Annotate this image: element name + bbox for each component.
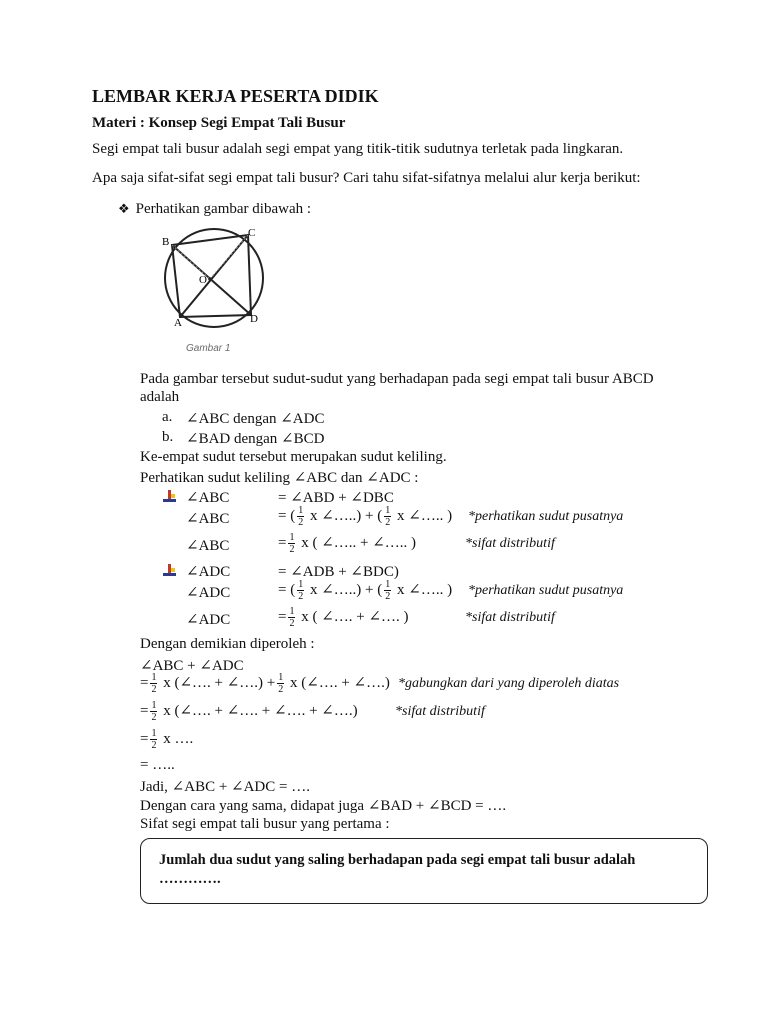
abc-row2-rhs: = ( $\frac{1}{2}$ x ∠…..) + ( $\frac{1}{2}$ x ∠….. ) (278, 505, 453, 528)
label-a: A (174, 317, 182, 329)
conclusion-text: Jumlah dua sudut yang saling berhadapan pada segi empat tali busur adalah …………. (159, 852, 636, 887)
pointer-bullet-icon (162, 563, 178, 579)
sifat-text: Sifat segi empat tali busur yang pertama : (140, 816, 390, 832)
equation-line-3: = $\frac{1}{2}$ x …. (140, 728, 194, 751)
label-o: O (199, 274, 207, 286)
equation-note-1: *gabungkan dari yang diperoleh diatas (398, 676, 620, 691)
cara-text: Dengan cara yang sama, didapat juga ∠BAD + ∠BCD = …. (140, 798, 507, 814)
abc-row3-lhs: ∠ABC (186, 538, 230, 554)
abc-row2-note: *perhatikan sudut pusatnya (468, 509, 624, 524)
label-c: C (248, 227, 256, 239)
radius-oc (210, 235, 248, 279)
diamond-bullet-icon: ❖ (118, 201, 130, 216)
adc-row2-note: *perhatikan sudut pusatnya (468, 583, 624, 598)
diagonal-ac (180, 235, 248, 317)
conclusion-box (140, 838, 708, 904)
abc-row2-lhs: ∠ABC (186, 511, 230, 527)
fraction-half: $\frac{1}{2}$ (385, 505, 391, 528)
equation-line-4: = ….. (140, 757, 175, 773)
adc-row1-lhs: ∠ADC (186, 564, 231, 580)
adc-row3-lhs: ∠ADC (186, 612, 231, 628)
list-marker-b: b. (162, 429, 174, 445)
paragraph-line-1: Pada gambar tersebut sudut-sudut yang berhadapan pada segi empat tali busur ABCD (140, 371, 654, 387)
fraction-half: $\frac{1}{2}$ (385, 579, 391, 602)
adc-row3-rhs: = $\frac{1}{2}$ x ( ∠…. + ∠…. ) (278, 606, 409, 629)
intro-paragraph-2: Apa saja sifat-sifat segi empat tali busur? Cari tahu sifat-sifatnya melalui alur kerja berikut: (92, 170, 641, 186)
fraction-half: $\frac{1}{2}$ (289, 532, 295, 555)
fraction-half: $\frac{1}{2}$ (151, 728, 157, 751)
ke-empat-text: Ke-empat sudut tersebut merupakan sudut keliling. (140, 449, 447, 465)
jadi-text: Jadi, ∠ABC + ∠ADC = …. (140, 779, 310, 795)
materi-heading: Materi : Konsep Segi Empat Tali Busur (92, 115, 346, 131)
dengan-text: Dengan demikian diperoleh : (140, 636, 315, 652)
center-point (208, 277, 212, 281)
equation-line-2: = $\frac{1}{2}$ x (∠…. + ∠…. + ∠…. + ∠….) (140, 700, 358, 723)
list-item-a: ∠ABC dengan ∠ADC (186, 411, 325, 427)
list-marker-a: a. (162, 409, 173, 425)
adc-row1-rhs: = ∠ADB + ∠BDC) (278, 564, 399, 580)
adc-row2-rhs: = ( $\frac{1}{2}$ x ∠…..) + ( $\frac{1}{2}$ x ∠….. ) (278, 579, 453, 602)
abc-row3-rhs: = $\frac{1}{2}$ x ( ∠….. + ∠….. ) (278, 532, 417, 555)
label-d: D (250, 313, 258, 325)
fraction-half: $\frac{1}{2}$ (151, 700, 157, 723)
adc-row3-note: *sifat distributif (465, 610, 555, 625)
label-b: B (162, 236, 170, 248)
adc-row2-lhs: ∠ADC (186, 585, 231, 601)
perhatikan-text: Perhatikan sudut keliling ∠ABC dan ∠ADC : (140, 470, 419, 486)
figure-caption: Gambar 1 (186, 343, 231, 354)
bullet-item (118, 201, 311, 218)
bullet-text: Perhatikan gambar dibawah : (135, 201, 312, 217)
abc-row1-lhs: ∠ABC (186, 490, 230, 506)
pointer-bullet-icon (162, 489, 178, 505)
fraction-half: $\frac{1}{2}$ (278, 672, 284, 695)
list-item-b: ∠BAD dengan ∠BCD (186, 431, 325, 447)
fraction-half: $\frac{1}{2}$ (298, 579, 304, 602)
fraction-half: $\frac{1}{2}$ (151, 672, 157, 695)
page-title: LEMBAR KERJA PESERTA DIDIK (92, 86, 379, 106)
sum-line: ∠ABC + ∠ADC (140, 658, 244, 674)
fraction-half: $\frac{1}{2}$ (289, 606, 295, 629)
abc-row1-rhs: = ∠ABD + ∠DBC (278, 490, 394, 506)
equation-line-1: = $\frac{1}{2}$ x (∠…. + ∠….) + $\frac{1}{2}$ x (∠…. + ∠….) (140, 672, 390, 695)
cyclic-quadrilateral-figure (150, 222, 275, 332)
fraction-half: $\frac{1}{2}$ (298, 505, 304, 528)
paragraph-line-2: adalah (140, 389, 180, 405)
intro-paragraph-1: Segi empat tali busur adalah segi empat yang titik-titik sudutnya terletak pada lingkaran. (92, 141, 624, 157)
abc-row3-note: *sifat distributif (465, 536, 555, 551)
equation-note-2: *sifat distributif (395, 704, 485, 719)
